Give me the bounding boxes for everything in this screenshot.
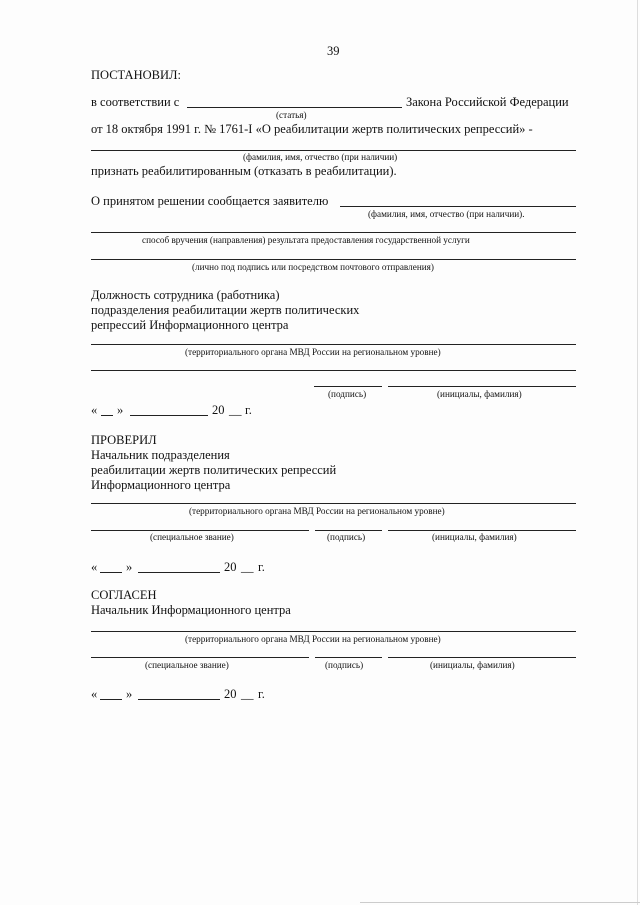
checked-org-caption: (территориального органа МВД России на региональном уровне)	[189, 506, 445, 516]
applicant-fio-caption: (фамилия, имя, отчество (при наличии).	[368, 209, 525, 219]
law-name-text: Закона Российской Федерации	[406, 95, 569, 109]
employee-initials-caption: (инициалы, фамилия)	[437, 389, 522, 399]
agreed-initials-caption: (инициалы, фамилия)	[430, 660, 515, 670]
employee-date-close-quote: »	[117, 403, 124, 417]
agreed-date-month-field[interactable]	[138, 699, 220, 700]
in-accordance-text: в соответствии с	[91, 95, 180, 109]
checked-signature-caption: (подпись)	[327, 532, 366, 542]
person-fio-line[interactable]	[91, 150, 576, 151]
checked-date-year-blank[interactable]: __	[241, 560, 254, 574]
employee-date-month-field[interactable]	[130, 415, 208, 416]
agreed-date-close-quote: »	[126, 687, 133, 701]
employee-date-suffix: г.	[245, 403, 252, 417]
page-number: 39	[327, 44, 340, 58]
checked-date-suffix: г.	[258, 560, 265, 574]
delivery-detail-caption: (лично под подпись или посредством почтового отправления)	[192, 262, 434, 272]
employee-initials-line[interactable]	[388, 386, 576, 387]
agreed-rank-caption: (специальное звание)	[145, 660, 229, 670]
delivery-method-caption: способ вручения (направления) результата предоставления государственной услуги	[142, 235, 470, 245]
person-fio-caption: (фамилия, имя, отчество (при наличии)	[243, 152, 398, 162]
checked-title: ПРОВЕРИЛ	[91, 433, 157, 447]
checked-signature-line[interactable]	[315, 530, 382, 531]
employee-date-day-field[interactable]	[101, 415, 113, 416]
checked-rank-caption: (специальное звание)	[150, 532, 234, 542]
agreed-signature-line[interactable]	[315, 657, 382, 658]
agreed-org-caption: (территориального органа МВД России на региональном уровне)	[185, 634, 441, 644]
recognize-rehabilitated-text: признать реабилитированным (отказать в реабилитации).	[91, 164, 397, 178]
heading-resolved: ПОСТАНОВИЛ:	[91, 68, 181, 82]
delivery-detail-line[interactable]	[91, 259, 576, 260]
page-edge-bottom	[360, 902, 640, 903]
agreed-date-suffix: г.	[258, 687, 265, 701]
notification-text: О принятом решении сообщается заявителю	[91, 194, 329, 208]
employee-signature-line[interactable]	[314, 386, 382, 387]
checked-date-open-quote: «	[91, 560, 98, 574]
employee-org-caption: (территориального органа МВД России на региональном уровне)	[185, 347, 441, 357]
employee-date-year-blank[interactable]: __	[229, 403, 242, 417]
checked-org-line[interactable]	[91, 503, 576, 504]
checked-date-close-quote: »	[126, 560, 133, 574]
employee-date-year: 20	[212, 403, 225, 417]
checked-initials-line[interactable]	[388, 530, 576, 531]
agreed-date-open-quote: «	[91, 687, 98, 701]
agreed-signature-caption: (подпись)	[325, 660, 364, 670]
agreed-org-line[interactable]	[91, 631, 576, 632]
article-field-line[interactable]	[187, 107, 402, 108]
agreed-initials-line[interactable]	[388, 657, 576, 658]
checked-line1: Начальник подразделения	[91, 448, 230, 462]
employee-signature-caption: (подпись)	[328, 389, 367, 399]
employee-position-line3: репрессий Информационного центра	[91, 318, 289, 332]
agreed-date-year-blank[interactable]: __	[241, 687, 254, 701]
checked-date-month-field[interactable]	[138, 572, 220, 573]
checked-initials-caption: (инициалы, фамилия)	[432, 532, 517, 542]
checked-date-day-field[interactable]	[100, 572, 122, 573]
checked-line3: Информационного центра	[91, 478, 231, 492]
law-date-text: от 18 октября 1991 г. № 1761-I «О реабилитации жертв политических репрессий» -	[91, 122, 533, 136]
page-edge-right	[637, 0, 638, 905]
agreed-date-day-field[interactable]	[100, 699, 122, 700]
employee-position-line1: Должность сотрудника (работника)	[91, 288, 280, 302]
employee-position-line2: подразделения реабилитации жертв политических	[91, 303, 360, 317]
checked-line2: реабилитации жертв политических репрессий	[91, 463, 337, 477]
agreed-line1: Начальник Информационного центра	[91, 603, 291, 617]
agreed-rank-line[interactable]	[91, 657, 309, 658]
employee-org-line-2[interactable]	[91, 370, 576, 371]
applicant-fio-line[interactable]	[340, 206, 576, 207]
employee-org-line[interactable]	[91, 344, 576, 345]
delivery-method-line[interactable]	[91, 232, 576, 233]
article-caption: (статья)	[276, 110, 307, 120]
agreed-date-year: 20	[224, 687, 237, 701]
employee-date-open-quote: «	[91, 403, 98, 417]
checked-rank-line[interactable]	[91, 530, 309, 531]
checked-date-year: 20	[224, 560, 237, 574]
agreed-title: СОГЛАСЕН	[91, 588, 157, 602]
